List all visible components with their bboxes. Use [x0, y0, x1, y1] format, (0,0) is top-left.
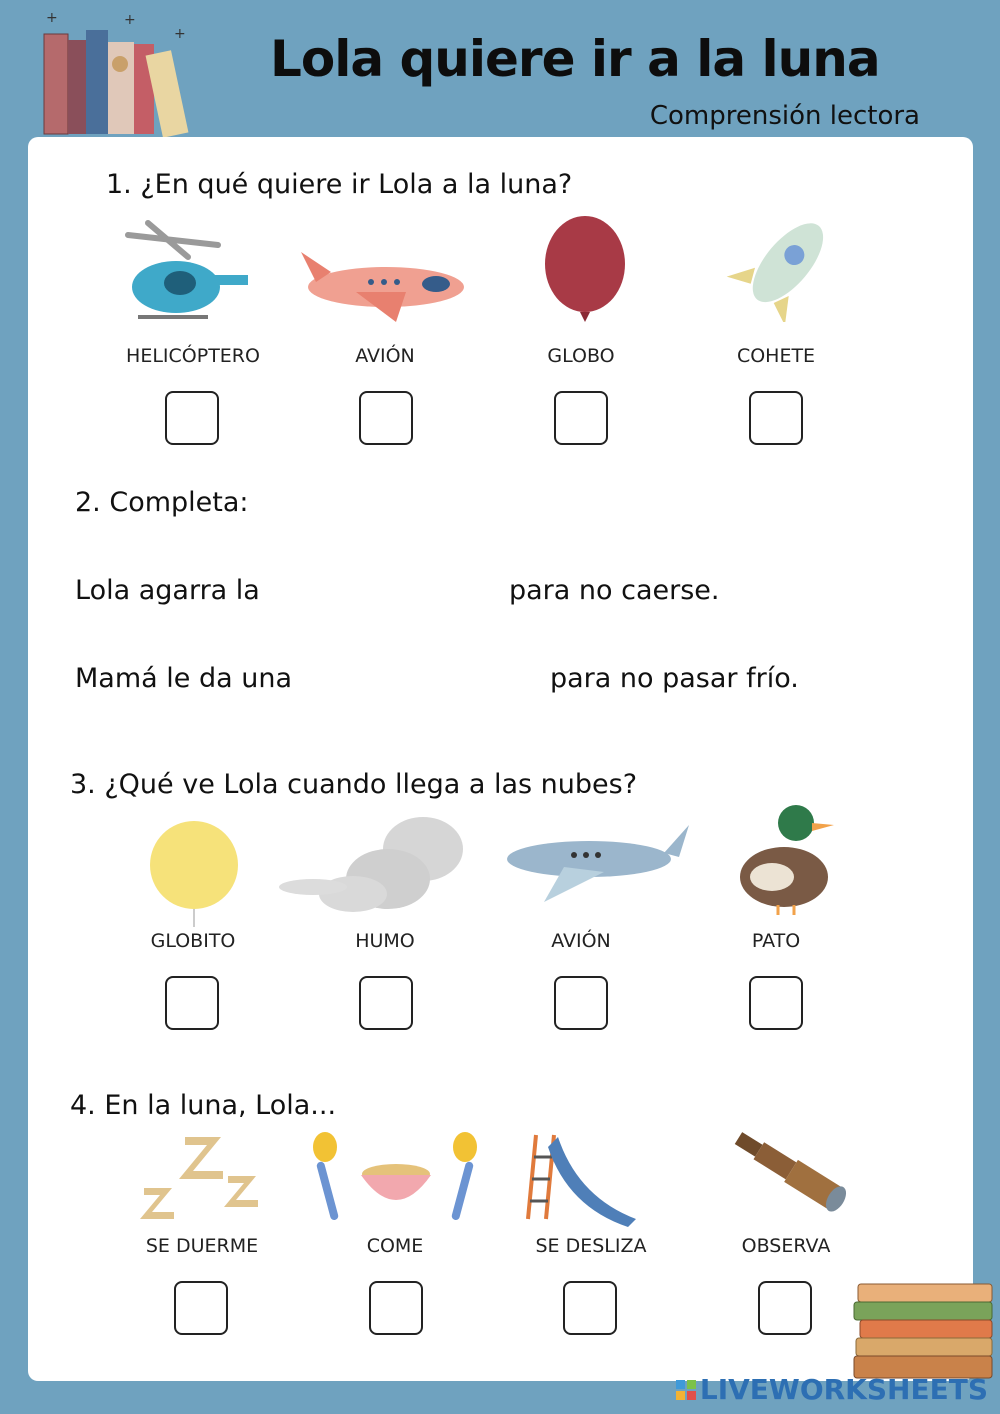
q1-label-avion: AVIÓN [355, 345, 415, 367]
q4-checkbox-observa[interactable] [758, 1281, 812, 1335]
q1-checkbox-cohete[interactable] [749, 391, 803, 445]
airplane-icon [296, 242, 466, 322]
q2-line2-before: Mamá le da una [75, 663, 293, 694]
q3-checkbox-pato[interactable] [749, 976, 803, 1030]
q3-label-humo: HUMO [355, 930, 415, 952]
liveworksheets-logo [676, 1373, 988, 1406]
q2-blank-2[interactable] [320, 663, 542, 699]
q4-label-observa: OBSERVA [741, 1235, 831, 1257]
q4-label-se-duerme: SE DUERME [145, 1235, 259, 1257]
page-subtitle: Comprensión lectora [649, 101, 920, 131]
logo-icon [676, 1380, 696, 1400]
page-title: Lola quiere ir a la luna [270, 30, 880, 88]
svg-text:+: + [46, 12, 58, 26]
q3-checkbox-globito[interactable] [165, 976, 219, 1030]
balloon-icon [540, 212, 630, 332]
question-3: 3. ¿Qué ve Lola cuando llega a las nubes? [70, 769, 638, 800]
q1-label-cohete: COHETE [736, 345, 816, 367]
q2-line1-after: para no caerse. [509, 575, 720, 606]
slide-icon [522, 1127, 642, 1227]
rocket-icon [726, 207, 846, 322]
q3-label-pato: PATO [751, 930, 801, 952]
telescope-icon [722, 1125, 862, 1225]
zzz-icon [140, 1132, 270, 1227]
q3-checkbox-humo[interactable] [359, 976, 413, 1030]
helicopter-icon [108, 217, 258, 327]
q1-checkbox-helicoptero[interactable] [165, 391, 219, 445]
svg-text:+: + [124, 12, 136, 28]
q1-label-globo: GLOBO [547, 345, 615, 367]
question-1: 1. ¿En qué quiere ir Lola a la luna? [106, 169, 573, 200]
books-decoration-icon [38, 12, 198, 140]
svg-text:+: + [174, 26, 186, 42]
smoke-icon [273, 809, 473, 924]
q2-line2-after: para no pasar frío. [550, 663, 799, 694]
yellow-balloon-icon [146, 819, 246, 929]
bowl-icon [311, 1129, 481, 1229]
q4-checkbox-come[interactable] [369, 1281, 423, 1335]
q4-label-se-desliza: SE DESLIZA [535, 1235, 647, 1257]
q3-checkbox-avion[interactable] [554, 976, 608, 1030]
q4-label-come: COME [366, 1235, 424, 1257]
book-stack-icon [852, 1278, 998, 1388]
airplane-icon [504, 817, 694, 912]
logo-text: LIVEWORKSHEETS [699, 1373, 988, 1406]
q4-checkbox-se-desliza[interactable] [563, 1281, 617, 1335]
q2-line1-before: Lola agarra la [75, 575, 260, 606]
question-2: 2. Completa: [75, 487, 249, 518]
duck-icon [734, 799, 844, 917]
q1-checkbox-globo[interactable] [554, 391, 608, 445]
question-4: 4. En la luna, Lola... [70, 1090, 337, 1121]
q1-checkbox-avion[interactable] [359, 391, 413, 445]
q1-label-helicoptero: HELICÓPTERO [126, 345, 260, 367]
q3-label-globito: GLOBITO [150, 930, 236, 952]
q2-blank-1[interactable] [286, 575, 500, 611]
q3-label-avion: AVIÓN [551, 930, 611, 952]
q4-checkbox-se-duerme[interactable] [174, 1281, 228, 1335]
worksheet-card [28, 137, 973, 1381]
